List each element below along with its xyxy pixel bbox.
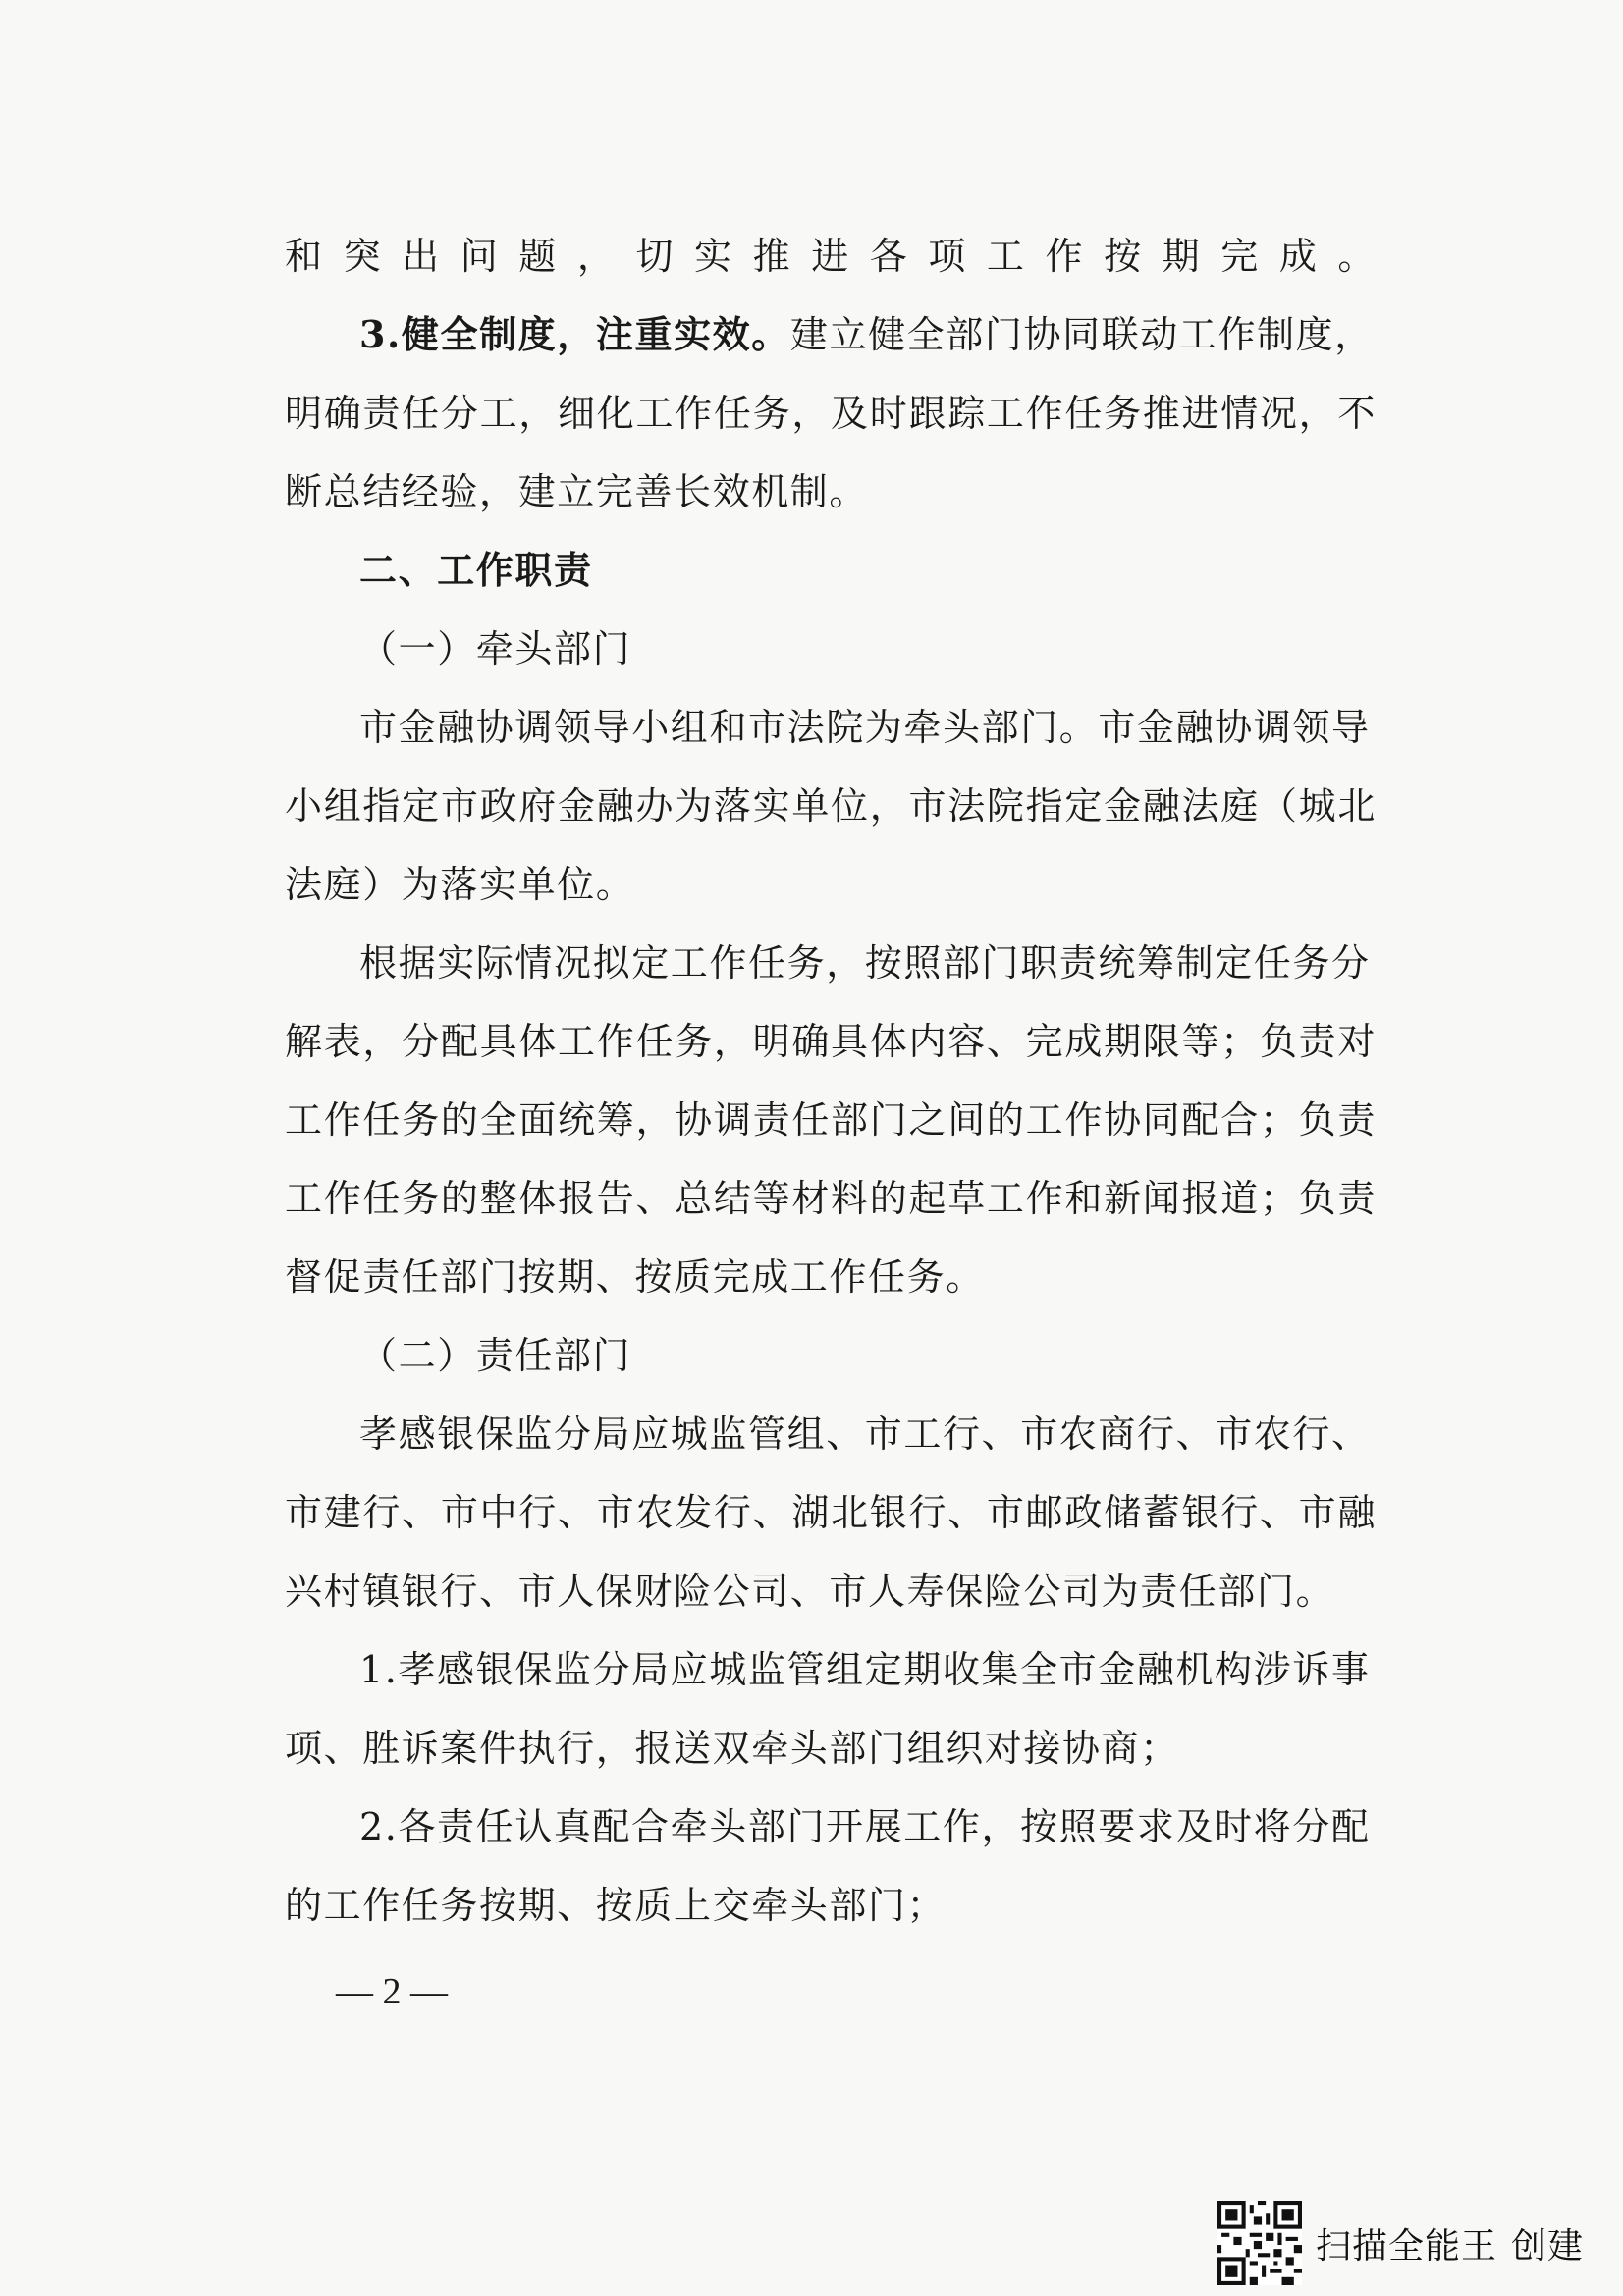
paragraph-line: 工作任务的整体报告、总结等材料的起草工作和新闻报道；负责: [285, 1177, 1377, 1220]
page-number: — 2 —: [336, 1971, 448, 2012]
paragraph-line: 明确责任分工，细化工作任务，及时跟踪工作任务推进情况，不: [285, 392, 1377, 435]
paragraph-line: 工作任务的全面统筹，协调责任部门之间的工作协同配合；负责: [285, 1098, 1377, 1142]
line-text: 建立健全部门协同联动工作制度，: [789, 313, 1374, 356]
bold-lead: 3.健全制度，注重实效。: [359, 312, 790, 356]
paragraph-line: 和突出问题，切实推进各项工作按期完成。: [285, 235, 1377, 278]
paragraph-line: 法庭）为落实单位。: [285, 863, 635, 906]
paragraph-line: 解表，分配具体工作任务，明确具体内容、完成期限等；负责对: [285, 1020, 1377, 1063]
subsection-heading: （二）责任部门: [359, 1334, 632, 1377]
paragraph-line: 断总结经验，建立完善长效机制。: [285, 470, 869, 513]
watermark-action: 创建: [1511, 2225, 1585, 2267]
paragraph-line: 1.孝感银保监分局应城监管组定期收集全市金融机构涉诉事: [359, 1648, 1371, 1691]
scanner-watermark: [1217, 2199, 1584, 2287]
paragraph-line: 2.各责任认真配合牵头部门开展工作，按照要求及时将分配: [359, 1805, 1371, 1848]
paragraph-line: 市金融协调领导小组和市法院为牵头部门。市金融协调领导: [359, 706, 1371, 749]
section-heading: 二、工作职责: [359, 549, 593, 592]
paragraph-line: 根据实际情况拟定工作任务，按照部门职责统筹制定任务分: [359, 941, 1371, 985]
paragraph-line: [359, 311, 1374, 358]
paragraph-line: 督促责任部门按期、按质完成工作任务。: [285, 1255, 985, 1299]
subsection-heading: （一）牵头部门: [359, 627, 632, 670]
paragraph-line: 兴村镇银行、市人保财险公司、市人寿保险公司为责任部门。: [285, 1570, 1335, 1613]
qr-code-icon: [1217, 2201, 1302, 2285]
paragraph-line: 市建行、市中行、市农发行、湖北银行、市邮政储蓄银行、市融: [285, 1491, 1377, 1534]
paragraph-line: 孝感银保监分局应城监管组、市工行、市农商行、市农行、: [359, 1413, 1371, 1456]
paragraph-line: 项、胜诉案件执行，报送双牵头部门组织对接协商；: [285, 1727, 1179, 1770]
paragraph-line: 小组指定市政府金融办为落实单位，市法院指定金融法庭（城北: [285, 784, 1377, 828]
paragraph-line: 的工作任务按期、按质上交牵头部门；: [285, 1884, 947, 1927]
watermark-brand: 扫描全能王: [1316, 2225, 1498, 2267]
